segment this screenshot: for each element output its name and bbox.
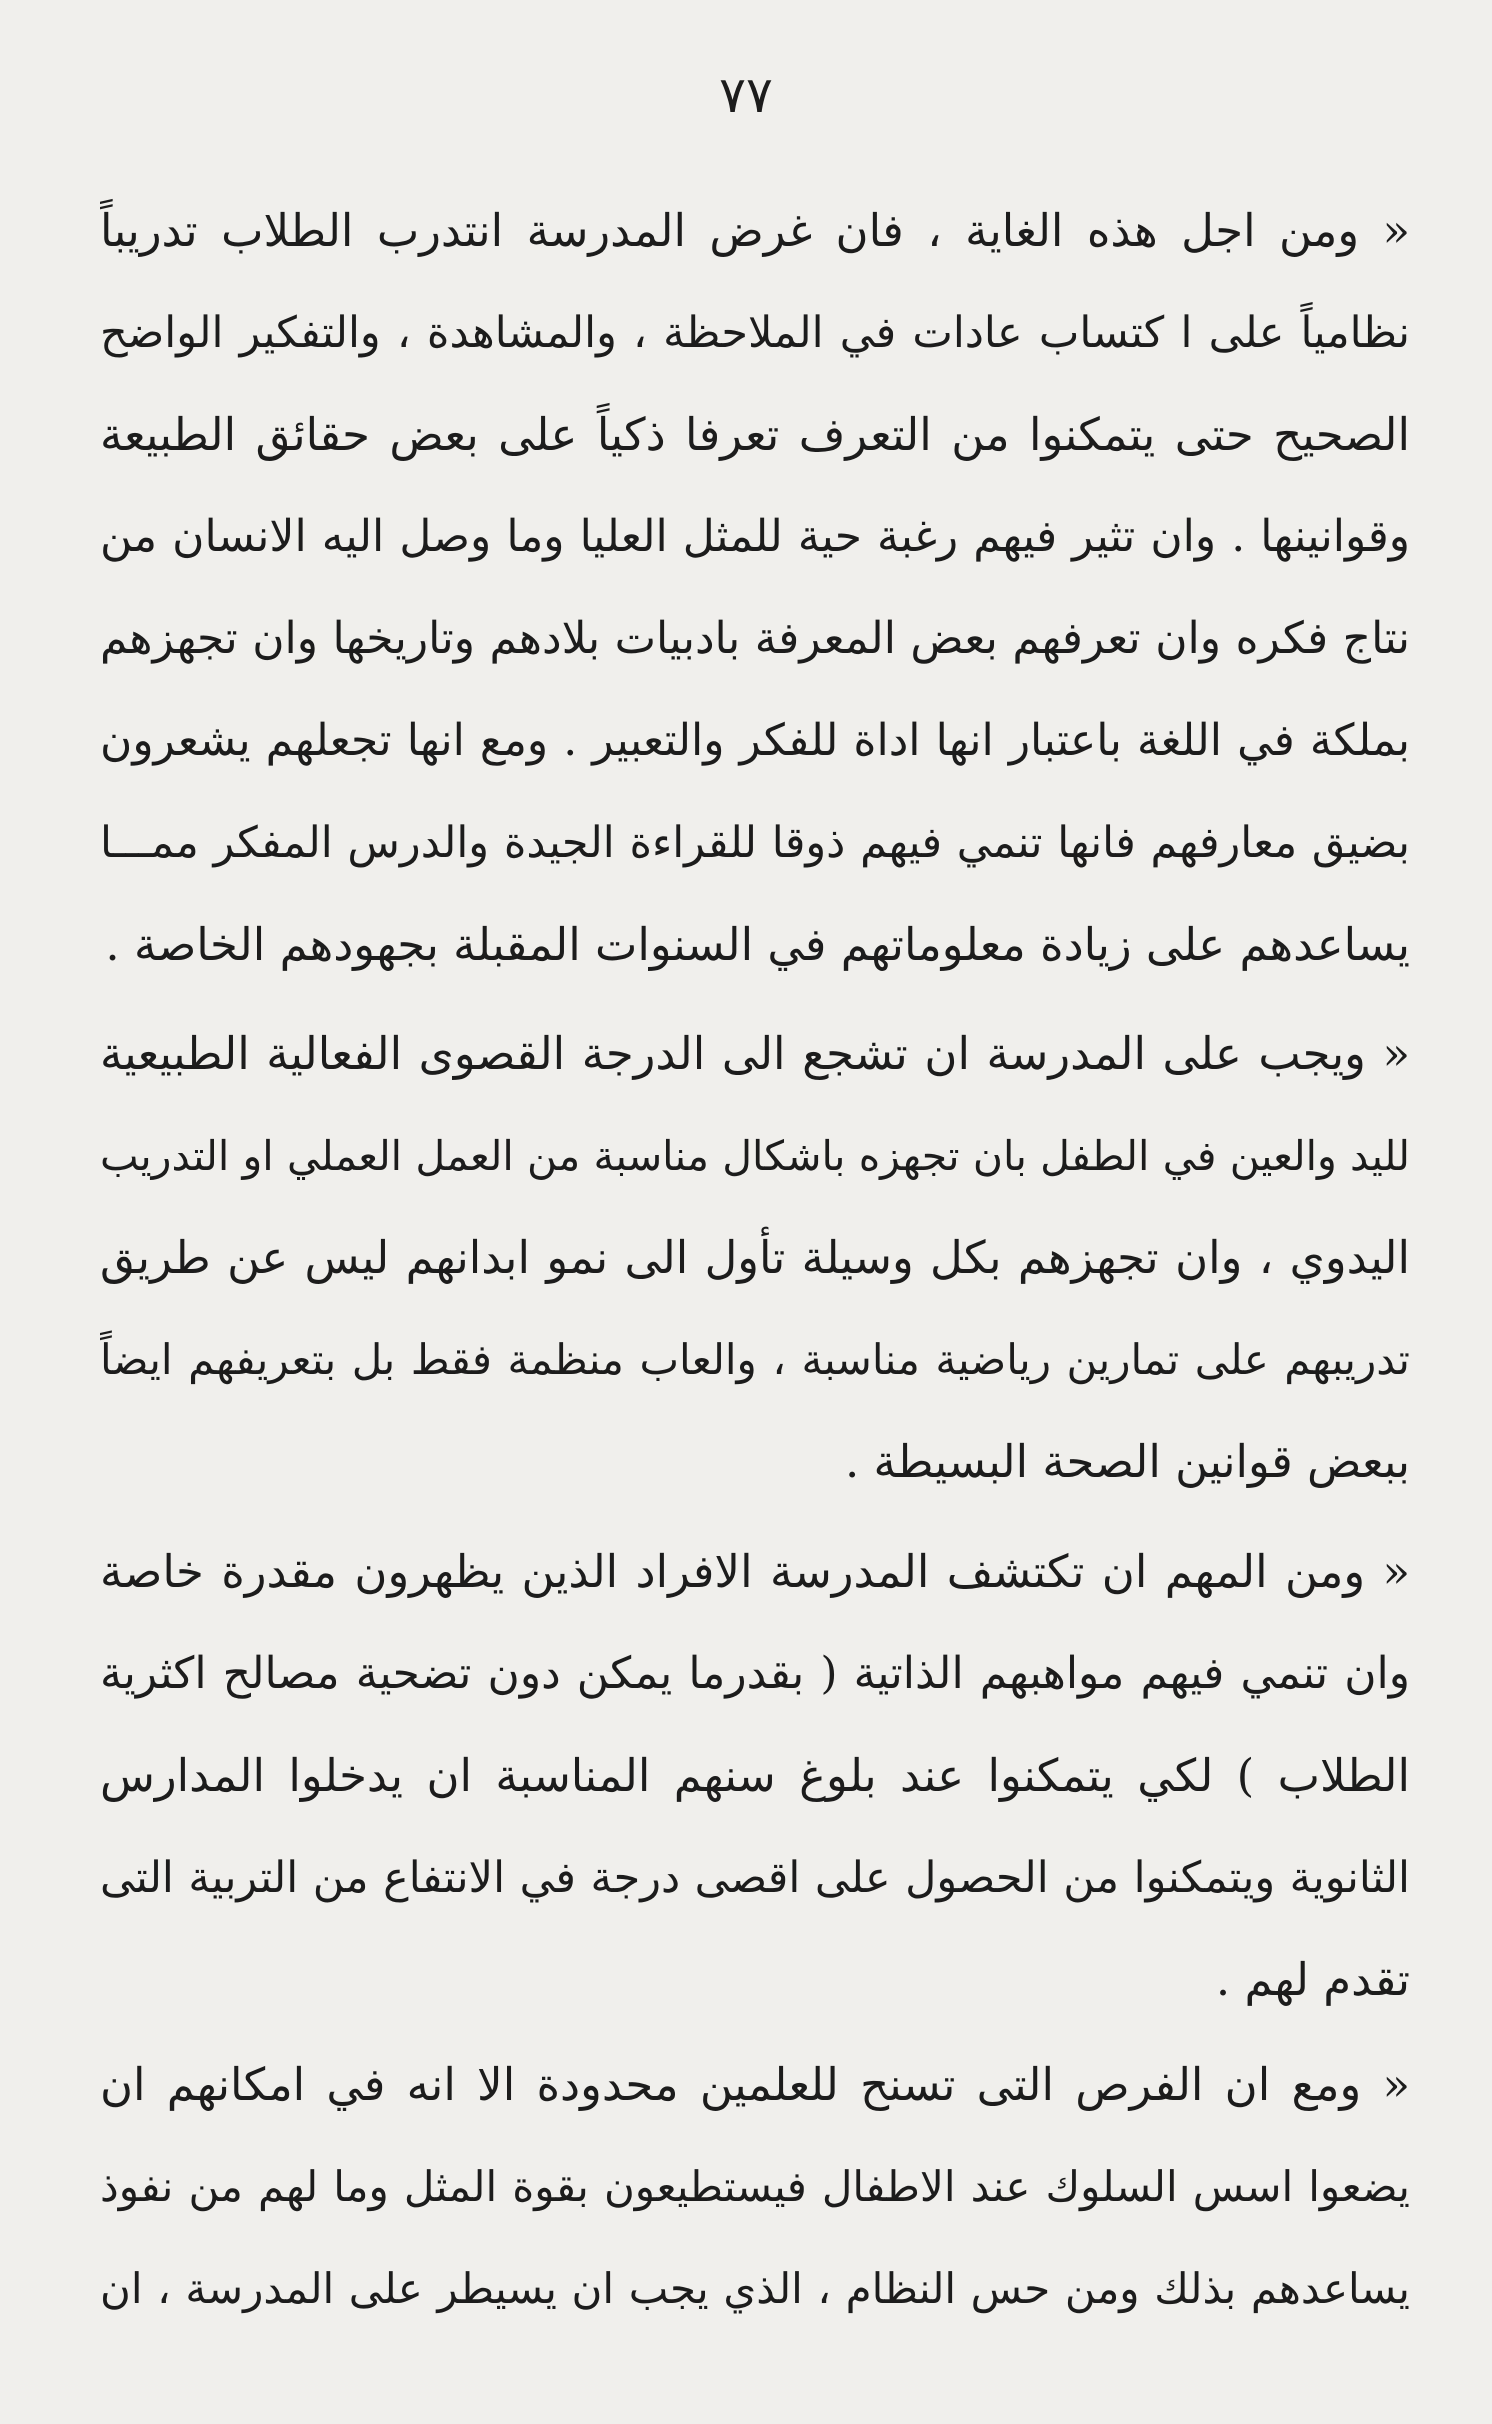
paragraph-4 (100, 2034, 1410, 2340)
paragraph-1 (100, 180, 1410, 996)
text-line: الثانوية ويتمكنوا من الحصول على اقصى درجة في الانتفاع من التربية التى (100, 1853, 1410, 1903)
text-line: وان تنمي فيهم مواهبهم الذاتية ( بقدرما يمكن دون تضحية مصالح اكثرية (100, 1648, 1410, 1699)
text-line: « ومن المهم ان تكتشف المدرسة الافراد الذين يظهرون مقدرة خاصة (100, 1545, 1410, 1598)
text-line: يساعدهم بذلك ومن حس النظام ، الذي يجب ان يسيطر على المدرسة ، ان (100, 2264, 1410, 2313)
text-line: يضعوا اسس السلوك عند الاطفال فيستطيعون بقوة المثل وما لهم من نفوذ (100, 2162, 1410, 2211)
paragraph-2 (100, 1003, 1410, 1513)
page-number: ٧٧ (719, 66, 773, 124)
text-line: يساعدهم على زيادة معلوماتهم في السنوات المقبلة بجهودهم الخاصة . (105, 918, 1410, 971)
paragraph-3 (100, 1521, 1410, 2031)
text-line: بملكة في اللغة باعتبار انها اداة للفكر والتعبير . ومع انها تجعلهم يشعرون (100, 715, 1410, 766)
text-line: ببعض قوانين الصحة البسيطة . (844, 1435, 1410, 1488)
text-line: « ومن اجل هذه الغاية ، فان غرض المدرسة انتدرب الطلاب تدريباً (100, 204, 1410, 257)
text-line: نتاج فكره وان تعرفهم بعض المعرفة بادبيات بلادهم وتاريخها وان تجهزهم (100, 613, 1410, 664)
text-line: تقدم لهم . (1215, 1953, 1410, 2006)
text-line: « ويجب على المدرسة ان تشجع الى الدرجة القصوى الفعالية الطبيعية (100, 1027, 1410, 1080)
text-line: الطلاب ) لكي يتمكنوا عند بلوغ سنهم المناسبة ان يدخلوا المدارس (100, 1749, 1410, 1802)
text-line: الصحيح حتى يتمكنوا من التعرف تعرفا ذكياً على بعض حقائق الطبيعة (100, 408, 1410, 461)
text-line: بضيق معارفهم فانها تنمي فيهم ذوقا للقراءة الجيدة والدرس المفكر ممـــا (100, 818, 1410, 868)
text-line: تدريبهم على تمارين رياضية مناسبة ، والعاب منظمة فقط بل بتعريفهم ايضاً (100, 1335, 1410, 1384)
text-line: نظامياً على ا كتساب عادات في الملاحظة ، والمشاهدة ، والتفكير الواضح (100, 308, 1410, 358)
text-line: وقوانينها . وان تثير فيهم رغبة حية للمثل العليا وما وصل اليه الانسان من (100, 511, 1410, 562)
text-line: لليد والعين في الطفل بان تجهزه باشكال مناسبة من العمل العملي او التدريب (100, 1132, 1410, 1180)
text-line: « ومع ان الفرص التى تسنح للعلمين محدودة الا انه في امكانهم ان (100, 2058, 1410, 2111)
text-line: اليدوي ، وان تجهزهم بكل وسيلة تأول الى نمو ابدانهم ليس عن طريق (100, 1231, 1410, 1284)
